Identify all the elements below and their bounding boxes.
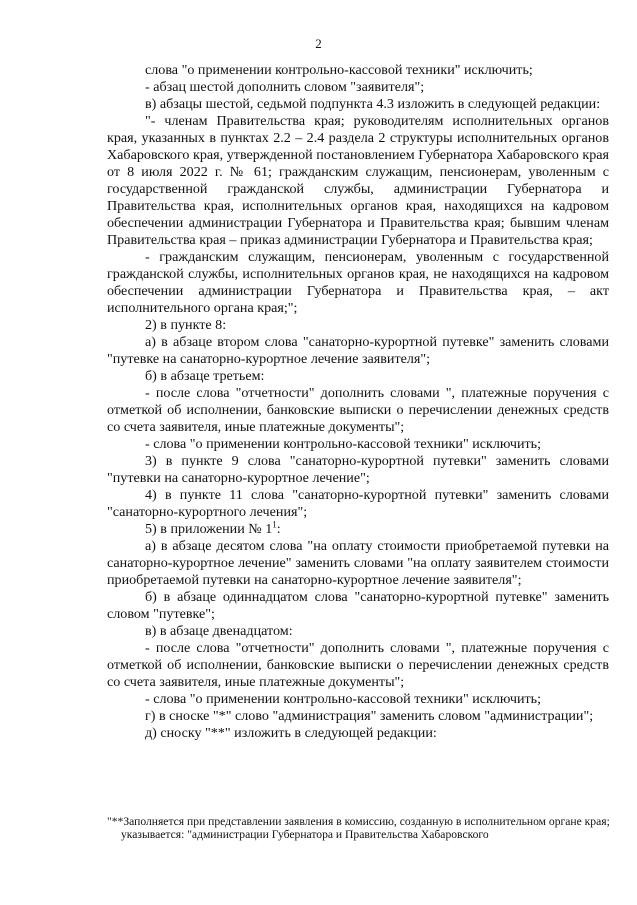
paragraph: - слова "о применении контрольно-кассовой техники" исключить; bbox=[145, 691, 542, 707]
paragraph: в) в абзаце двенадцатом: bbox=[145, 623, 293, 639]
paragraph-tail: : bbox=[276, 521, 281, 537]
paragraph: "- членам Правительства края; руководителям исполнительных органов края, указанных в пунктах 2.2 – 2.4 раздела 2 структуры исполнительных органов Хабаровского края, утвержденной постановлением Губернатора Хабаровского края от 8 июля 2022 г. № 61; гражданским служащим, пенсионерам, уволенным с государственной гражданской службы, администрации Губернатора и Правительства края, исполнительных органов края, находящихся на кадровом обеспечении администрации Губернатора и Правительства края; бывшим членам Правительства края – приказ администрации Губернатора и Правительства края; bbox=[107, 113, 609, 248]
paragraph: а) в абзаце десятом слова "на оплату стоимости приобретаемой путевки на санаторно-курортное лечение" заменить словами "на оплату заявителем стоимости приобретаемой путевки на санаторно-курортное лечение заявителя"; bbox=[107, 538, 609, 588]
paragraph: - после слова "отчетности" дополнить словами ", платежные поручения с отметкой об исполнении, банковские выписки о перечислении денежных средств со счета заявителя, иные платежные документы"; bbox=[107, 640, 609, 690]
paragraph: слова "о применении контрольно-кассовой техники" исключить; bbox=[145, 62, 533, 78]
paragraph: г) в сноске "*" слово "администрация" заменить словом "администрации"; bbox=[145, 708, 594, 724]
paragraph: 2) в пункте 8: bbox=[145, 317, 227, 333]
paragraph: 3) в пункте 9 слова "санаторно-курортной путевки" заменить словами "путевки на санаторно-курортное лечение"; bbox=[107, 453, 609, 486]
paragraph: д) сноску "**" изложить в следующей редакции: bbox=[145, 725, 437, 741]
paragraph: б) в абзаце третьем: bbox=[145, 368, 265, 384]
paragraph-appendix-ref bbox=[107, 521, 609, 538]
document-body bbox=[107, 62, 609, 742]
paragraph: - абзац шестой дополнить словом "заявителя"; bbox=[145, 79, 425, 95]
superscript: 1 bbox=[272, 519, 277, 530]
paragraph: а) в абзаце втором слова "санаторно-курортной путевке" заменить словами "путевке на санаторно-курортное лечение заявителя"; bbox=[107, 334, 609, 367]
paragraph-text: 5) в приложении № 1 bbox=[145, 521, 273, 537]
paragraph: б) в абзаце одиннадцатом слова "санаторно-курортной путевке" заменить словом "путевке"; bbox=[107, 589, 609, 622]
footnote bbox=[107, 815, 617, 841]
paragraph: - гражданским служащим, пенсионерам, уволенным с государственной гражданской службы, исполнительных органов края, не находящихся на кадровом обеспечении администрации Губернатора и Правительства края, – акт исполнительного органа края;"; bbox=[107, 249, 609, 316]
page-number: 2 bbox=[315, 36, 322, 51]
paragraph: - после слова "отчетности" дополнить словами ", платежные поручения с отметкой об исполнении, банковские выписки о перечислении денежных средств со счета заявителя, иные платежные документы"; bbox=[107, 385, 609, 435]
footnote-text: "**Заполняется при представлении заявления в комиссию, созданную в исполнительном органе края; указывается: "администрации Губернатора и Правительства Хабаровского bbox=[107, 815, 610, 841]
paragraph: - слова "о применении контрольно-кассовой техники" исключить; bbox=[145, 436, 542, 452]
paragraph: в) абзацы шестой, седьмой подпункта 4.3 изложить в следующей редакции: bbox=[145, 96, 601, 112]
paragraph: 4) в пункте 11 слова "санаторно-курортной путевки" заменить словами "санаторно-курортного лечения"; bbox=[107, 487, 609, 520]
